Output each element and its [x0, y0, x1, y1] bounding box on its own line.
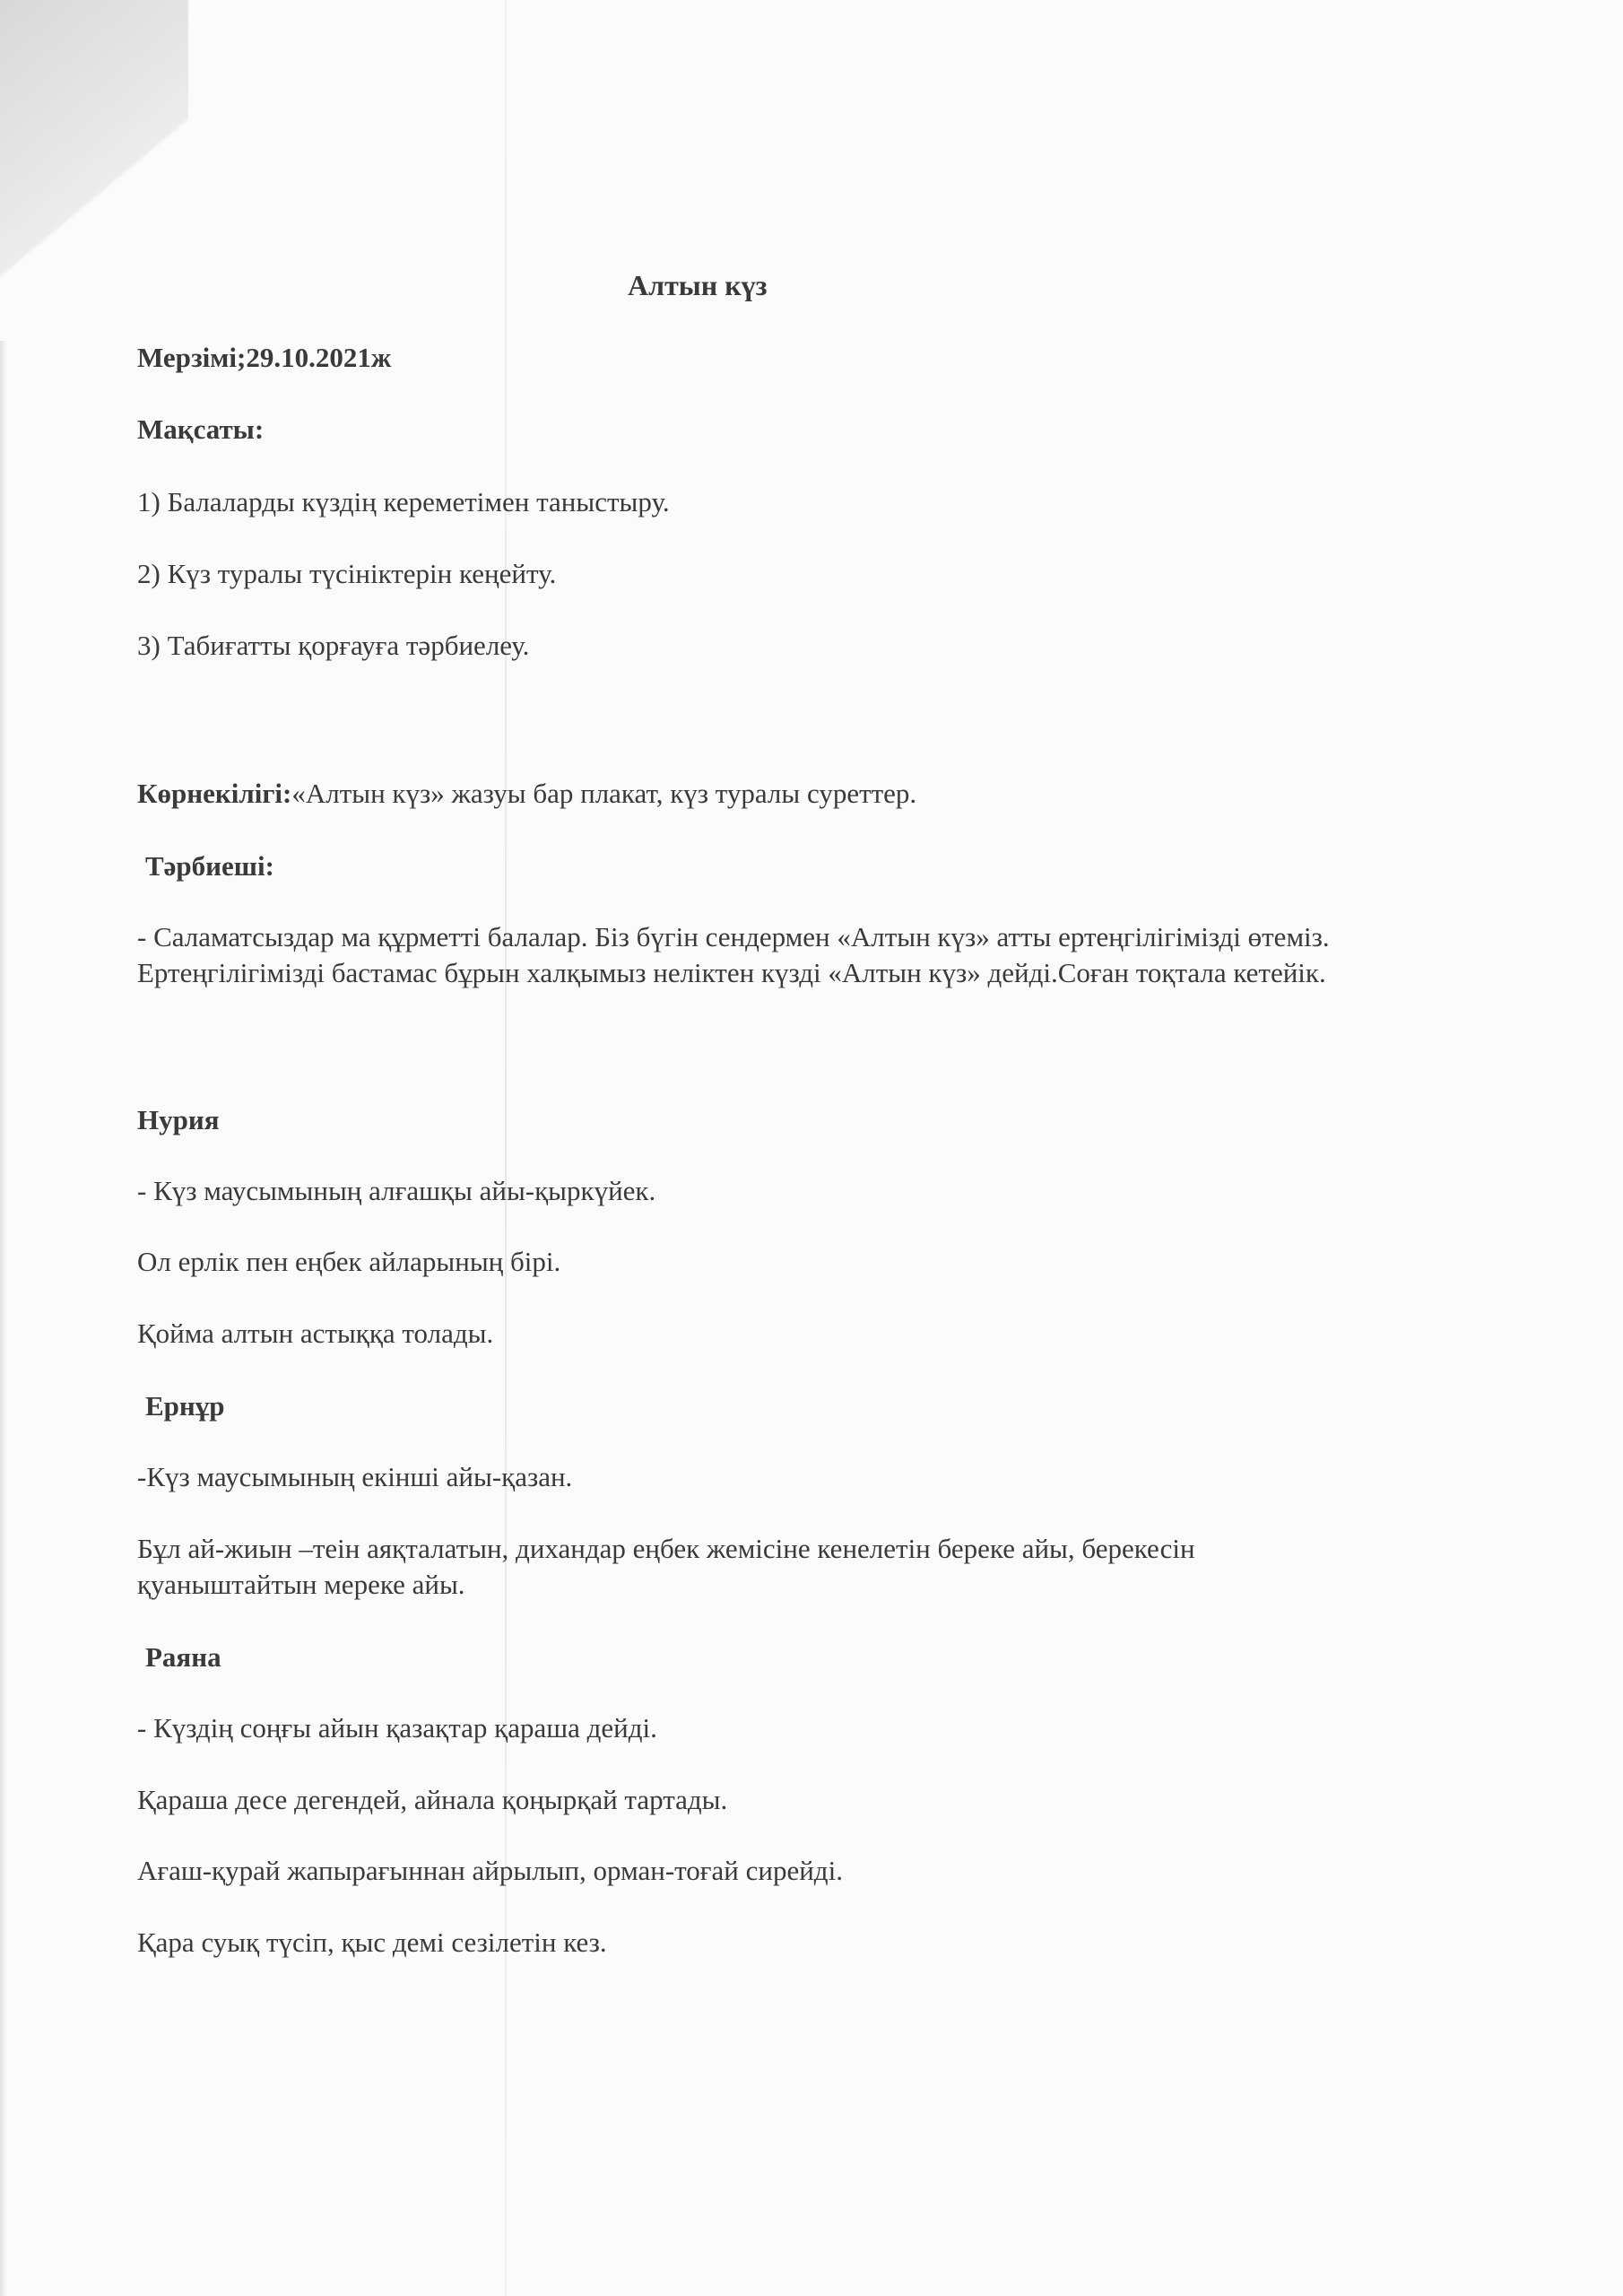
goal-item: 1) Балаларды күздің кереметімен таныстыру.	[137, 486, 670, 517]
ernur-line: қуаныштайтын мереке айы.	[137, 1569, 465, 1600]
speaker-rayana: Раяна	[145, 1641, 221, 1673]
speaker-ernur: Ернұр	[145, 1390, 225, 1422]
teacher-label: Тәрбиеші:	[145, 850, 274, 882]
speaker-nuriya: Нурия	[137, 1104, 220, 1135]
nuriya-line: Ол ерлік пен еңбек айларының бірі.	[137, 1246, 561, 1277]
teacher-line: - Саламатсыздар ма құрметті балалар. Біз бүгін сендермен «Алтын күз» атты ертеңгілігімізді өтеміз.	[137, 921, 1330, 952]
rayana-line: - Күздің соңғы айын қазақтар қараша дейді.	[137, 1712, 657, 1744]
visual-aids-line	[137, 776, 916, 812]
goal-item: 3) Табиғатты қорғауға тәрбиелеу.	[137, 630, 530, 661]
date-line: Мерзімі;29.10.2021ж	[137, 342, 392, 373]
goal-item: 2) Күз туралы түсініктерін кеңейту.	[137, 558, 557, 589]
teacher-line: Ертеңгілігімізді бастамас бұрын халқымыз неліктен күзді «Алтын күз» дейді.Соған тоқтала кетейік.	[137, 957, 1326, 988]
visual-aids-text: «Алтын күз» жазуы бар плакат, күз туралы суреттер.	[291, 778, 917, 809]
nuriya-line: Қойма алтын астыққа толады.	[137, 1318, 494, 1349]
ernur-line: Бұл ай-жиын –теін аяқталатын, дихандар еңбек жемісіне кенелетін береке айы, берекесін	[137, 1533, 1195, 1564]
ernur-line: -Күз маусымының екінші айы-қазан.	[137, 1461, 573, 1492]
rayana-line: Ағаш-қурай жапырағыннан айрылып, орман-тоғай сирейді.	[137, 1855, 843, 1886]
nuriya-line: - Күз маусымының алғашқы айы-қыркүйек.	[137, 1175, 656, 1206]
rayana-line: Қара суық түсіп, қыс демі сезілетін кез.	[137, 1926, 607, 1958]
document-title: Алтын күз	[628, 269, 768, 301]
rayana-line: Қараша десе дегендей, айнала қоңырқай тартады.	[137, 1784, 728, 1815]
visual-aids-label: Көрнекілігі:	[137, 778, 292, 809]
goals-label: Мақсаты:	[137, 413, 265, 445]
